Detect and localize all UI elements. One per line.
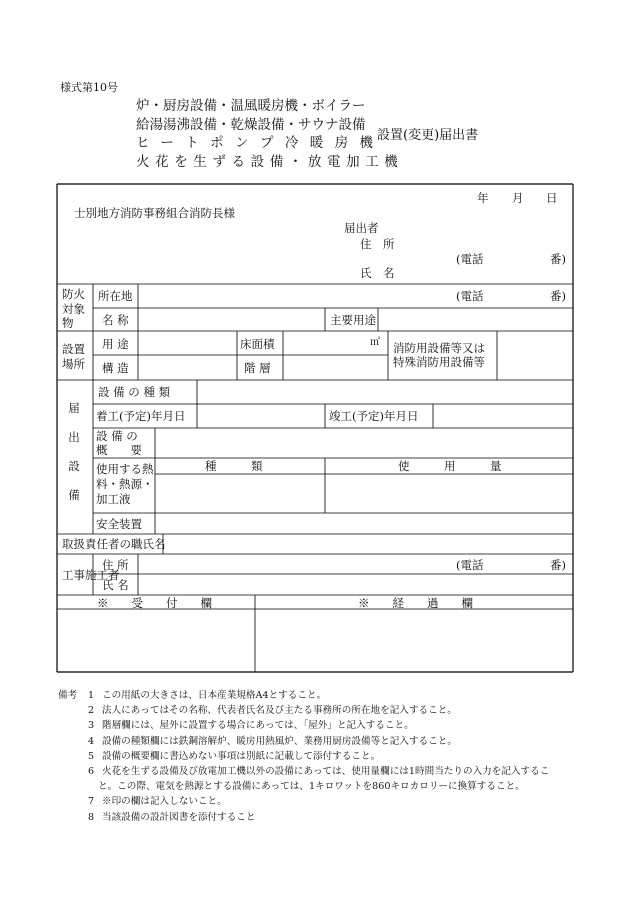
main-use-label: 主要用途 — [330, 313, 376, 327]
title-line-4: 火花を生ずる設備・放電加工機 — [136, 153, 404, 170]
note-text: 設備の概要欄に書込めない事項は別紙に記載して添付すること。 — [102, 750, 381, 762]
month-label: 月 — [512, 191, 524, 205]
note-text: この用紙の大きさは、日本産業規格A4とすること。 — [102, 690, 327, 701]
note-text: 階層欄には、屋外に設置する場合にあっては、「屋外」と記入すること。 — [102, 720, 414, 732]
floor-area-label: 床面積 — [240, 337, 275, 351]
note-item — [58, 810, 549, 825]
fuel-label — [96, 462, 154, 507]
complete-date-label: 竣工(予定)年月日 — [329, 409, 419, 423]
notes-section — [58, 688, 549, 825]
contractor-phone-open: (電話 — [456, 558, 484, 572]
notifier-label: 届出者 — [344, 221, 379, 235]
summary-label — [96, 429, 142, 457]
manager-label: 取扱責任者の職氏名 — [62, 537, 166, 551]
equipment-group-char-3: 設 — [68, 459, 80, 473]
progress-column-header: ※ 経 過 欄 — [358, 596, 473, 610]
storey-label: 階 層 — [244, 361, 271, 375]
addressee: 士別地方消防事務組合消防長様 — [74, 206, 235, 220]
target-name-label: 名 称 — [102, 313, 129, 327]
summary-line-1: 設 備 の — [96, 429, 138, 443]
fire-equipment-label — [393, 341, 485, 369]
day-label: 日 — [546, 191, 558, 205]
use-label: 用 途 — [102, 337, 129, 351]
note-number: 4 — [88, 735, 95, 747]
safety-label: 安全装置 — [96, 517, 142, 531]
equipment-type-label: 設 備 の 種 類 — [98, 385, 171, 399]
year-label: 年 — [477, 191, 489, 205]
note-item — [58, 703, 549, 718]
square-meter-unit: ㎡ — [370, 337, 380, 348]
fire-equipment-line-1: 消防用設備等又は — [393, 341, 485, 355]
title-line-1: 炉・厨房設備・温風暖房機・ボイラー — [136, 98, 366, 114]
target-phone-open: (電話 — [456, 289, 484, 303]
note-number: 6 — [88, 766, 95, 778]
form-title-suffix: 設置(変更)届出書 — [377, 128, 479, 143]
contractor-label: 工事施工者 — [62, 568, 120, 582]
notifier-phone-close: 番) — [550, 252, 566, 266]
note-number: 5 — [88, 750, 95, 762]
equipment-group-char-4: 備 — [68, 488, 80, 502]
notifier-name-label: 氏 名 — [360, 266, 395, 280]
equipment-group-char-2: 出 — [68, 430, 80, 444]
note-continuation: と。この際、電気を熱源とする設備にあっては、1キロワットを860キロカロリーに換算すること。 — [98, 781, 525, 793]
structure-label: 構 造 — [102, 361, 129, 375]
note-text: 火花を生ずる設備及び放電加工機以外の設備にあっては、使用量欄には1時間当たりの入力を記入するこ — [102, 766, 550, 778]
note-item — [58, 749, 549, 764]
note-number: 7 — [88, 796, 95, 808]
note-number: 2 — [88, 705, 95, 717]
amount-header: 使 用 量 — [398, 459, 502, 473]
note-text: 法人にあってはその名称、代表者氏名及び主たる事務所の所在地を記入すること。 — [102, 705, 457, 717]
note-number: 3 — [88, 720, 95, 732]
contractor-phone-close: 番) — [550, 558, 566, 572]
note-text: 設備の種類欄には鉄鋼溶解炉、暖房用熱風炉、業務用厨房設備等と記入すること。 — [102, 735, 457, 747]
note-item — [58, 764, 549, 779]
note-number: 1 — [88, 690, 95, 701]
equipment-group-char-1: 届 — [68, 401, 80, 415]
notifier-address-label: 住 所 — [360, 237, 395, 251]
contractor-name-label: 氏 名 — [102, 578, 129, 592]
fuel-line-3: 加工液 — [96, 492, 131, 506]
title-line-3: ヒートポンプ冷暖房機 — [136, 135, 385, 151]
kind-header: 種 類 — [205, 459, 263, 473]
start-date-label: 着工(予定)年月日 — [96, 409, 186, 423]
location-label: 所在地 — [98, 289, 133, 303]
note-item — [58, 734, 549, 749]
fuel-line-1: 使用する熱 — [96, 462, 154, 476]
notes-lead: 備考 — [58, 690, 78, 701]
form-number: 様式第10号 — [60, 81, 118, 94]
note-text: ※印の欄は記入しないこと。 — [102, 796, 227, 808]
title-line-2: 給湯湯沸設備・乾燥設備・サウナ設備 — [136, 116, 366, 133]
note-item — [58, 688, 549, 703]
target-phone-close: 番) — [550, 289, 566, 303]
reception-column-header: ※ 受 付 欄 — [97, 596, 212, 610]
note-item — [58, 794, 549, 809]
note-number: 8 — [88, 811, 95, 823]
note-text: 当該設備の設計図書を添付すること — [102, 811, 256, 823]
target-group-label: 防火対象物 — [62, 287, 85, 330]
notifier-phone-open: (電話 — [456, 252, 484, 266]
contractor-address-label: 住 所 — [102, 558, 129, 572]
fire-equipment-line-2: 特殊消防用設備等 — [393, 355, 485, 369]
form-title-block — [136, 97, 403, 171]
summary-line-2: 概 要 — [96, 443, 142, 457]
fuel-line-2: 料・熱源・ — [96, 477, 154, 491]
place-group-label: 設置場所 — [62, 342, 85, 371]
equipment-group-label — [67, 394, 81, 510]
note-item — [58, 718, 549, 733]
